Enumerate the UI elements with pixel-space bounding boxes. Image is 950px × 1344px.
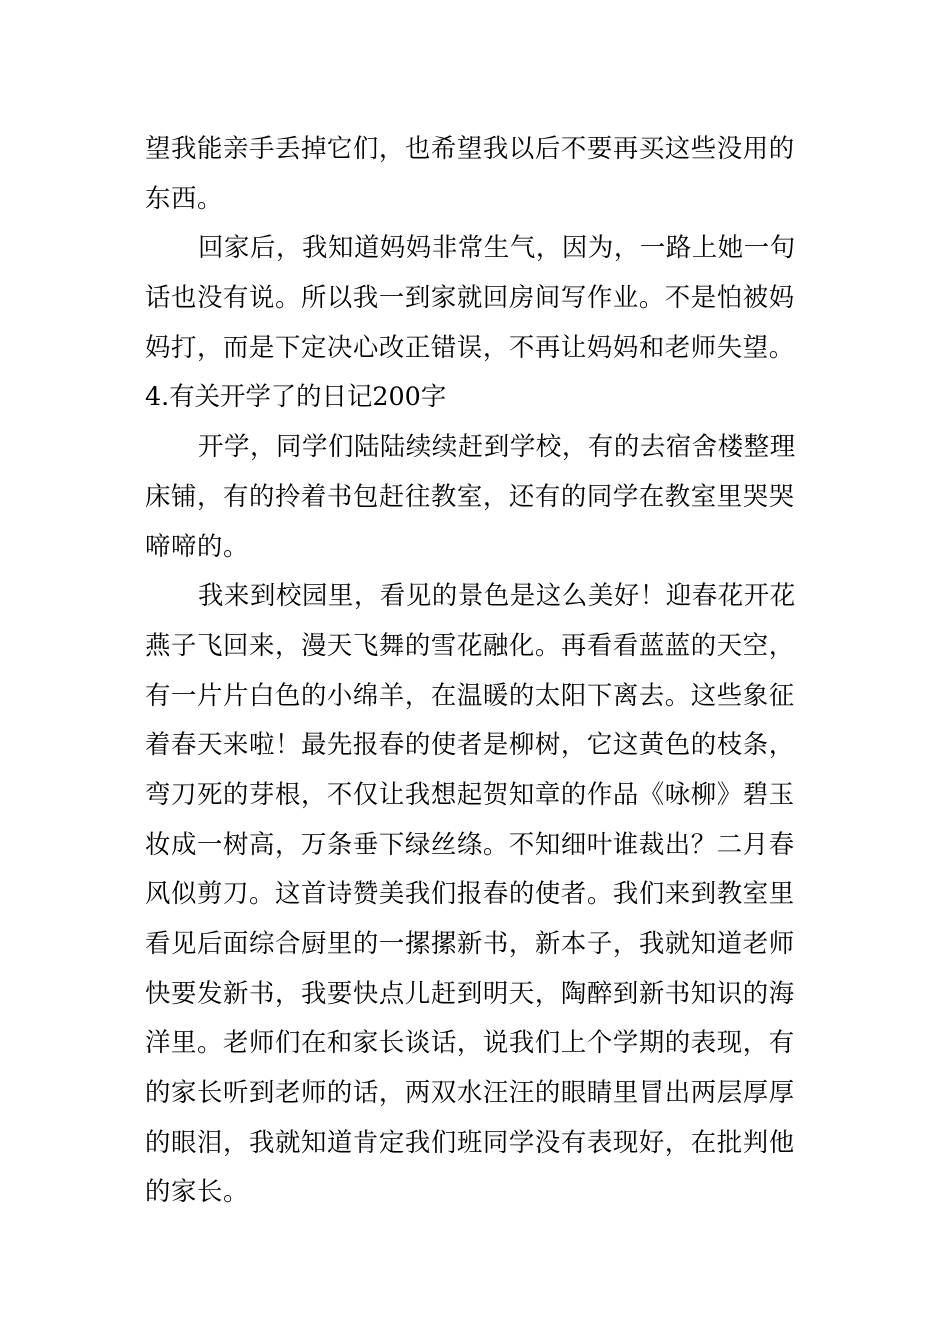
text-line: 着春天来啦！最先报春的使者是柳树，它这黄色的枝条， (145, 729, 795, 760)
text-line: 风似剪刀。这首诗赞美我们报春的使者。我们来到教室里 (145, 878, 795, 909)
document-page (145, 124, 807, 1217)
paragraph-school-start (145, 422, 807, 571)
text-line: 床铺，有的拎着书包赶往教室，还有的同学在教室里哭哭 (145, 480, 795, 511)
text-line: 的家长听到老师的话，两双水汪汪的眼睛里冒出两层厚厚 (145, 1077, 795, 1108)
text-line: 燕子飞回来，漫天飞舞的雪花融化。再看看蓝蓝的天空， (145, 629, 795, 660)
text-line: 快要发新书，我要快点儿赶到明天，陶醉到新书知识的海 (145, 977, 795, 1008)
text-line: 的眼泪，我就知道肯定我们班同学没有表现好，在批判他 (145, 1126, 795, 1157)
text-line: 看见后面综合厨里的一摞摞新书，新本子，我就知道老师 (145, 928, 795, 958)
paragraph-continuation (145, 124, 807, 223)
text-line: 开学，同学们陆陆续续赶到学校，有的去宿舍楼整理 (198, 431, 796, 462)
text-line: 话也没有说。所以我一到家就回房间写作业。不是怕被妈 (145, 282, 795, 313)
text-line: 啼啼的。 (145, 530, 249, 561)
text-line: 弯刀死的芽根，不仅让我想起贺知章的作品《咏柳》碧玉 (145, 778, 795, 809)
text-line: 妆成一树高，万条垂下绿丝绦。不知细叶谁裁出？二月春 (145, 828, 795, 859)
text-line: 的家长。 (145, 1176, 249, 1207)
text-line: 洋里。老师们在和家长谈话，说我们上个学期的表现，有 (145, 1027, 795, 1058)
text-line: 东西。 (145, 182, 223, 213)
text-line: 有一片片白色的小绵羊，在温暖的太阳下离去。这些象征 (145, 679, 795, 710)
section-title: 4.有关开学了的日记200字 (145, 381, 447, 412)
paragraph-return-home (145, 223, 807, 372)
text-line: 妈打，而是下定决心改正错误，不再让妈妈和老师失望。 (145, 331, 795, 362)
text-line: 我来到校园里，看见的景色是这么美好！迎春花开花 (198, 580, 796, 611)
paragraph-campus-spring (145, 571, 807, 1217)
text-line: 望我能亲手丢掉它们，也希望我以后不要再买这些没用的 (145, 133, 795, 163)
text-line: 回家后，我知道妈妈非常生气，因为，一路上她一句 (198, 232, 796, 263)
